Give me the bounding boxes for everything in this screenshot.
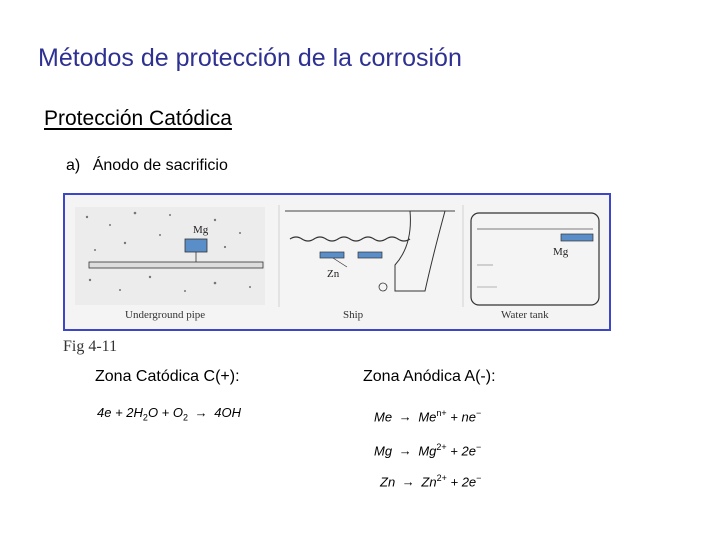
eq-term-electrons: 4e — [97, 405, 112, 420]
zn-anode-1 — [320, 252, 344, 258]
eq-term-oxygen: O + O — [147, 405, 183, 420]
underground-pipe-panel — [75, 207, 265, 321]
cathodic-equation — [97, 405, 241, 423]
ship-label: Ship — [343, 309, 364, 321]
soil-area — [75, 207, 265, 305]
anodic-equation-1 — [374, 408, 481, 424]
eq-subscript: 2 — [182, 412, 188, 423]
propeller — [379, 283, 387, 291]
mg-anode-block — [185, 239, 207, 252]
underground-pipe-label: Underground pipe — [125, 309, 206, 321]
list-item-text: Ánodo de sacrificio — [92, 157, 228, 174]
anodic-equation-2 — [374, 442, 481, 458]
anodic-zone-label: Zona Anódica A(-): — [363, 368, 496, 385]
water-surface — [290, 237, 410, 241]
eq-charge: − — [476, 473, 482, 483]
eq-left: Mg — [374, 443, 393, 459]
zn-label: Zn — [327, 268, 340, 280]
figure-drawing — [65, 195, 609, 329]
eq-right: Mg — [418, 443, 437, 459]
zn-anode-2 — [358, 252, 382, 258]
reaction-arrow: → — [401, 474, 415, 490]
eq-charge: − — [475, 442, 482, 452]
cathodic-zone-label: Zona Catódica C(+): — [95, 368, 240, 385]
section-subtitle: Protección Catódica — [44, 107, 232, 130]
anodic-equation-3 — [380, 473, 481, 489]
water-tank-label: Water tank — [501, 309, 549, 321]
reaction-arrow: → — [194, 405, 208, 420]
reaction-arrow: → — [398, 443, 412, 459]
mg-left-label: Mg — [193, 224, 209, 236]
eq-right: Zn — [421, 474, 437, 490]
eq-charge: 2+ — [436, 473, 447, 483]
list-item-number: a) — [66, 157, 81, 174]
eq-term-water: + 2H — [115, 405, 143, 420]
ship-panel — [285, 211, 455, 321]
eq-left: Zn — [380, 474, 396, 490]
reaction-arrow: → — [398, 409, 412, 425]
eq-electrons: + ne — [450, 409, 476, 425]
eq-charge: 2+ — [436, 442, 447, 452]
eq-term-hydroxide: 4OH — [214, 405, 241, 420]
eq-left: Me — [374, 409, 393, 425]
mg-right-label: Mg — [553, 246, 569, 258]
eq-charge: n+ — [436, 408, 447, 418]
figure-caption: Fig 4-11 — [63, 338, 118, 355]
eq-charge: − — [475, 408, 482, 418]
zn-pointer — [333, 258, 347, 267]
eq-subscript: 2 — [142, 412, 148, 423]
eq-electrons: + 2e — [450, 443, 476, 459]
list-item-sacrificial-anode — [66, 157, 228, 175]
sacrificial-anode-figure — [63, 193, 611, 331]
mg-anode-tank — [561, 234, 593, 241]
eq-electrons: + 2e — [450, 474, 477, 490]
tank-outline — [471, 213, 599, 305]
eq-right: Me — [418, 409, 437, 425]
slide-title: Métodos de protección de la corrosión — [38, 44, 462, 72]
pipe — [89, 262, 263, 268]
water-tank-panel — [471, 213, 599, 321]
ship-hull — [395, 211, 445, 291]
